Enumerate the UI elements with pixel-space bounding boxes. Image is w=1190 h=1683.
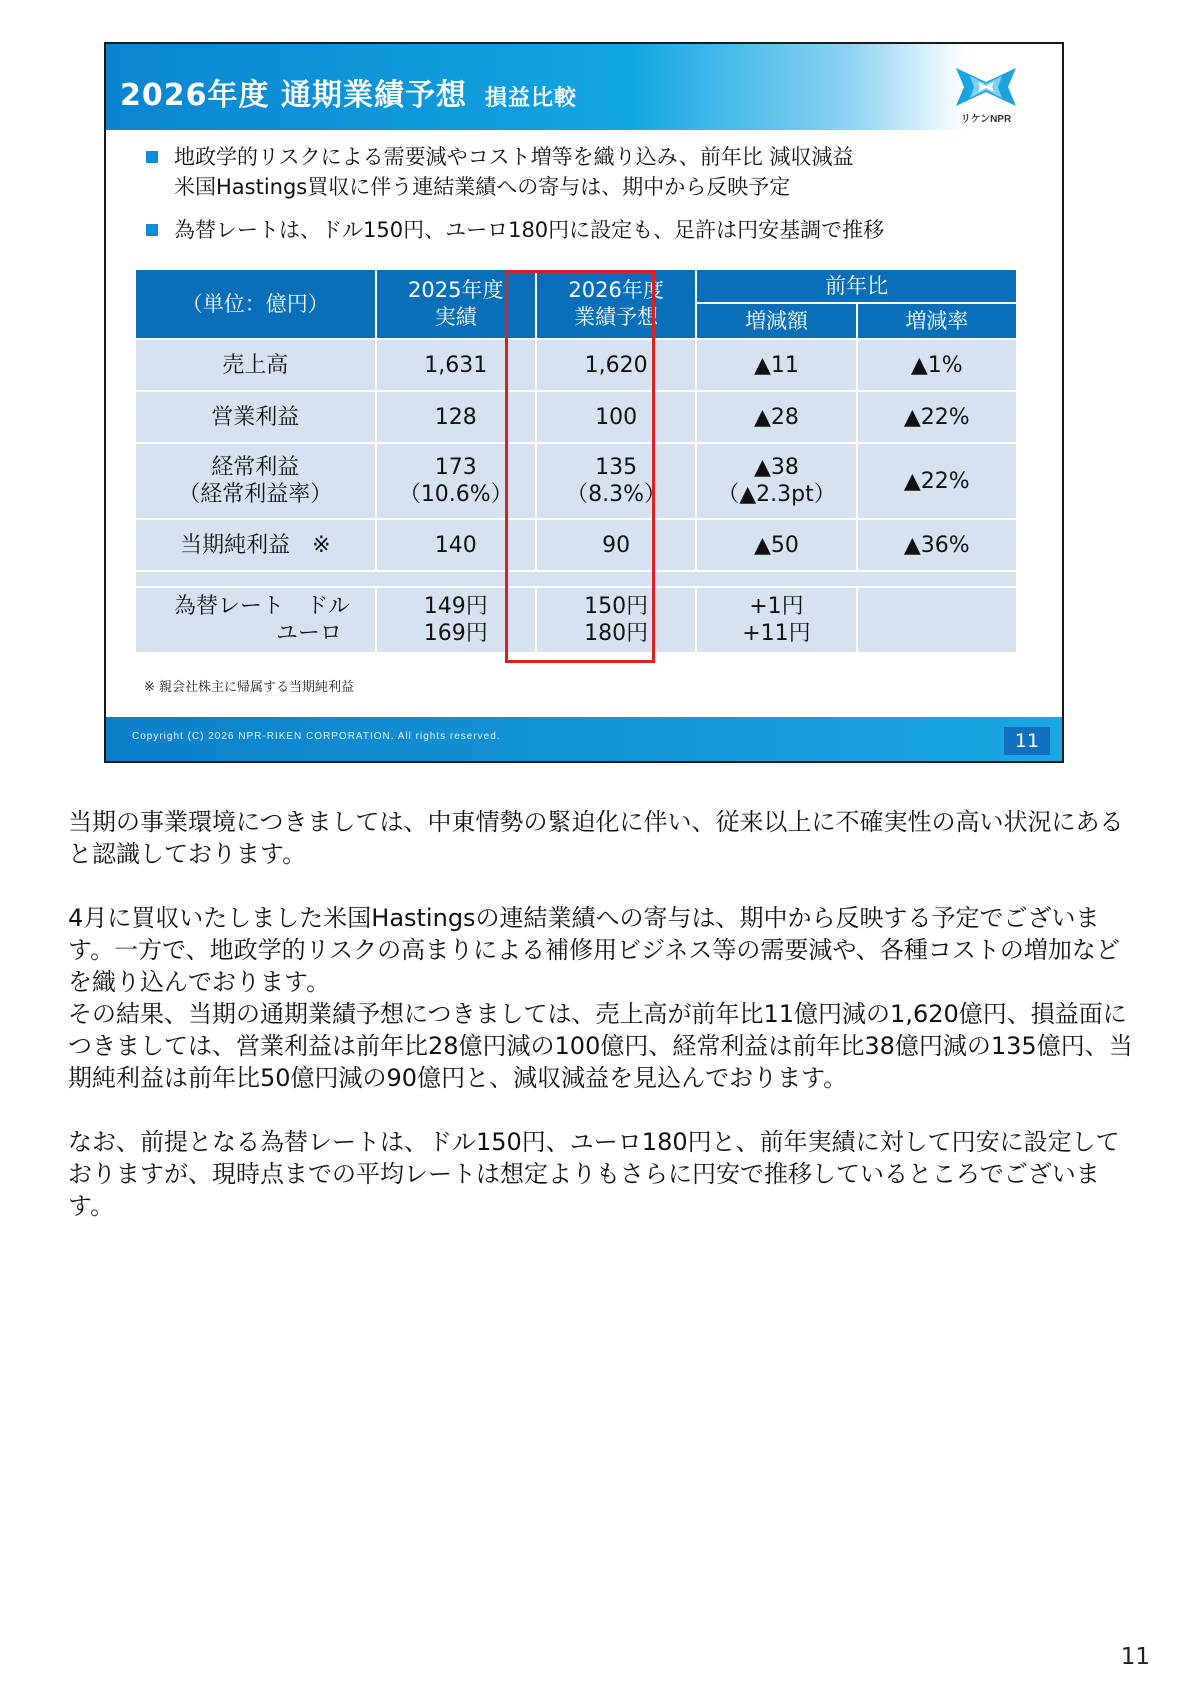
pl-comparison-table	[134, 268, 1018, 654]
cell-2025: 128	[377, 392, 535, 442]
table-row	[136, 340, 1016, 390]
fx-diff: +1円 +11円	[697, 588, 855, 652]
fx-label: 為替レート ドル ユーロ	[136, 588, 375, 652]
paragraph: 当期の事業環境につきましては、中東情勢の緊迫化に伴い、従来以上に不確実性の高い状況にあると認識しております。	[68, 808, 1124, 868]
row-label: 営業利益	[136, 392, 375, 442]
cell-diff: ▲50	[697, 520, 855, 570]
cell-2026: 100	[537, 392, 695, 442]
cell-2025: 140	[377, 520, 535, 570]
script-text	[68, 806, 1138, 1222]
slide-title-text: 2026年度 通期業績予想	[120, 78, 467, 113]
row-label: 経常利益 （経常利益率）	[136, 444, 375, 518]
cell-rate: ▲36%	[858, 520, 1016, 570]
cell-2026: 135 （8.3%）	[537, 444, 695, 518]
paragraph: 4月に買収いたしました米国Hastingsの連結業績への寄与は、期中から反映する予定でございます。一方で、地政学的リスクの高まりによる補修用ビジネス等の需要減や、各種コストの増加などを織り込んでおります。	[68, 904, 1120, 996]
row-label: 当期純利益 ※	[136, 520, 375, 570]
slide-subtitle: 損益比較	[484, 86, 577, 111]
cell-2026: 90	[537, 520, 695, 570]
col-header-2025: 2025年度 実績	[377, 270, 535, 338]
logo-mark-icon	[948, 62, 1024, 112]
bullet-list	[144, 142, 1024, 245]
fx-2026: 150円 180円	[537, 588, 695, 652]
cell-2026: 1,620	[537, 340, 695, 390]
paragraph: なお、前提となる為替レートは、ドル150円、ユーロ180円と、前年実績に対して円安に設定しておりますが、現時点までの平均レートは想定よりもさらに円安で推移しているところでございます。	[68, 1128, 1120, 1220]
col-header-diff: 増減額	[697, 304, 855, 338]
bullet-text: 地政学的リスクによる需要減やコスト増等を織り込み、前年比 減収減益	[174, 145, 854, 169]
square-bullet-icon	[146, 151, 158, 163]
col-header-rate: 増減率	[858, 304, 1016, 338]
cell-diff: ▲38 （▲2.3pt）	[697, 444, 855, 518]
table-row	[136, 392, 1016, 442]
page-number: 11	[1120, 1644, 1150, 1670]
cell-2025: 1,631	[377, 340, 535, 390]
slide	[104, 42, 1064, 763]
square-bullet-icon	[146, 224, 158, 236]
bullet-text: 米国Hastings買収に伴う連結業績への寄与は、期中から反映予定	[174, 175, 791, 199]
cell-rate: ▲1%	[858, 340, 1016, 390]
cell-diff: ▲28	[697, 392, 855, 442]
unit-label: （単位：億円）	[136, 270, 375, 338]
company-logo	[948, 62, 1024, 126]
fx-rate-empty	[858, 588, 1016, 652]
cell-rate: ▲22%	[858, 392, 1016, 442]
col-header-yoy: 前年比	[697, 270, 1016, 302]
paragraph: その結果、当期の通期業績予想につきましては、売上高が前年比11億円減の1,620億円、損益面につきましては、営業利益は前年比28億円減の100億円、経常利益は前年比38億円減の135億円、当期純利益は前年比50億円減の90億円と、減収減益を見込んでおります。	[68, 1000, 1133, 1092]
table-row	[136, 520, 1016, 570]
slide-title	[120, 70, 577, 114]
fx-row	[136, 588, 1016, 652]
row-label: 売上高	[136, 340, 375, 390]
cell-rate: ▲22%	[858, 444, 1016, 518]
cell-2025: 173 （10.6%）	[377, 444, 535, 518]
slide-header	[106, 44, 1062, 130]
slide-footer	[106, 717, 1062, 761]
fx-2025: 149円 169円	[377, 588, 535, 652]
copyright: Copyright (C) 2026 NPR-RIKEN CORPORATION. All rights reserved.	[132, 731, 501, 742]
logo-text: リケンNPR	[960, 114, 1012, 125]
slide-page-number: 11	[1004, 727, 1050, 755]
bullet-item	[144, 215, 1024, 245]
footnote: ※ 親会社株主に帰属する当期純利益	[144, 680, 355, 695]
col-header-2026: 2026年度 業績予想	[537, 270, 695, 338]
cell-diff: ▲11	[697, 340, 855, 390]
bullet-item	[144, 142, 1024, 202]
table-row	[136, 444, 1016, 518]
bullet-text: 為替レートは、ドル150円、ユーロ180円に設定も、足許は円安基調で推移	[174, 218, 885, 242]
